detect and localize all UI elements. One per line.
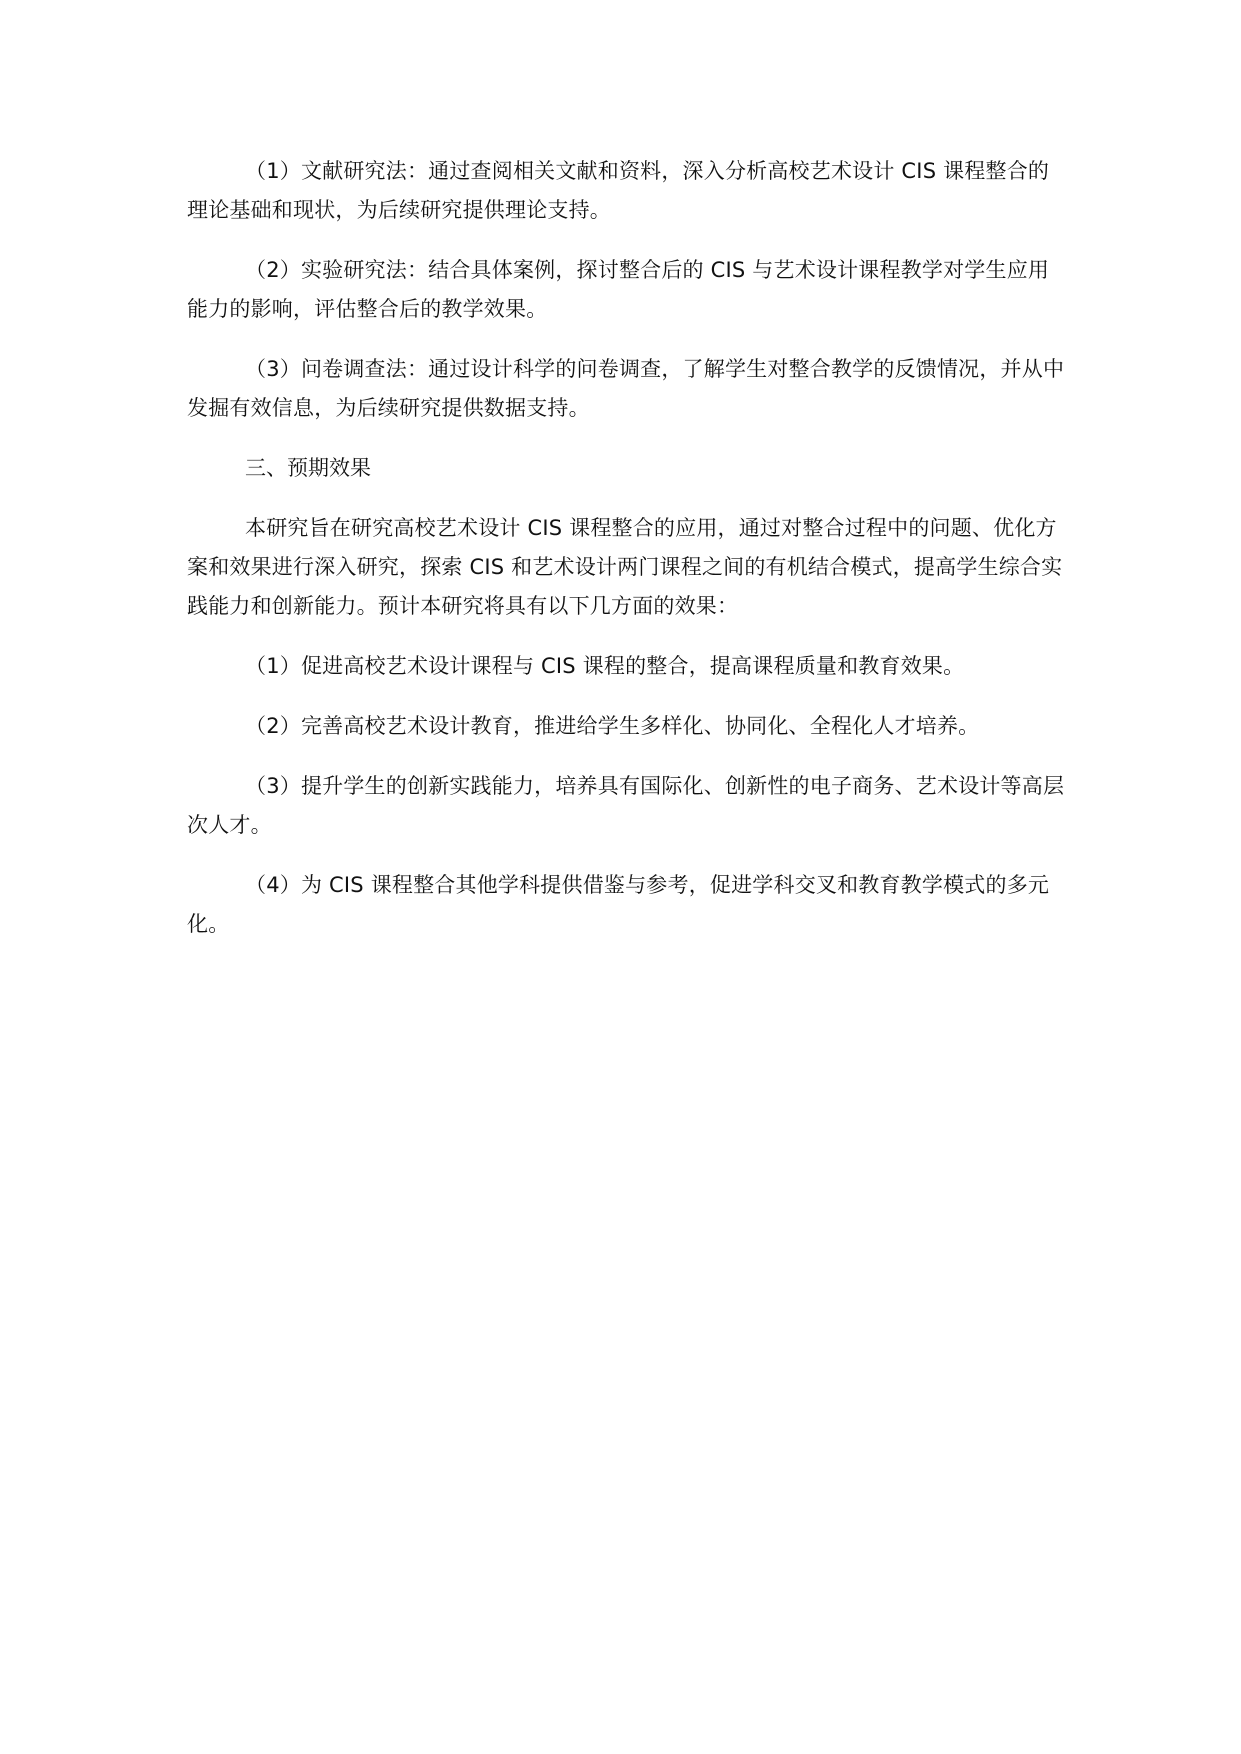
effect-item-1: （1）促进高校艺术设计课程与 CIS 课程的整合，提高课程质量和教育效果。 xyxy=(245,654,965,678)
method-item-questionnaire: （3）问卷调查法：通过设计科学的问卷调查，了解学生对整合教学的反馈情况，并从中发掘有效信息，为后续研究提供数据支持。 xyxy=(187,357,1065,420)
document-body xyxy=(187,152,1067,965)
method-item-literature: （1）文献研究法：通过查阅相关文献和资料，深入分析高校艺术设计 CIS 课程整合的理论基础和现状，为后续研究提供理论支持。 xyxy=(187,159,1050,222)
expected-effects-intro: 本研究旨在研究高校艺术设计 CIS 课程整合的应用，通过对整合过程中的问题、优化方案和效果进行深入研究，探索 CIS 和艺术设计两门课程之间的有机结合模式，提高学生综合实践能力和创新能力。预计本研究将具有以下几方面的效果： xyxy=(187,516,1063,618)
effect-item-2: （2）完善高校艺术设计教育，推进给学生多样化、协同化、全程化人才培养。 xyxy=(245,714,980,738)
method-item-experiment: （2）实验研究法：结合具体案例，探讨整合后的 CIS 与艺术设计课程教学对学生应用能力的影响，评估整合后的教学效果。 xyxy=(187,258,1050,321)
section-heading-expected-effects: 三、预期效果 xyxy=(245,456,371,480)
effect-item-3: （3）提升学生的创新实践能力，培养具有国际化、创新性的电子商务、艺术设计等高层次人才。 xyxy=(187,774,1065,837)
effect-item-4: （4）为 CIS 课程整合其他学科提供借鉴与参考，促进学科交叉和教育教学模式的多元化。 xyxy=(187,873,1050,936)
